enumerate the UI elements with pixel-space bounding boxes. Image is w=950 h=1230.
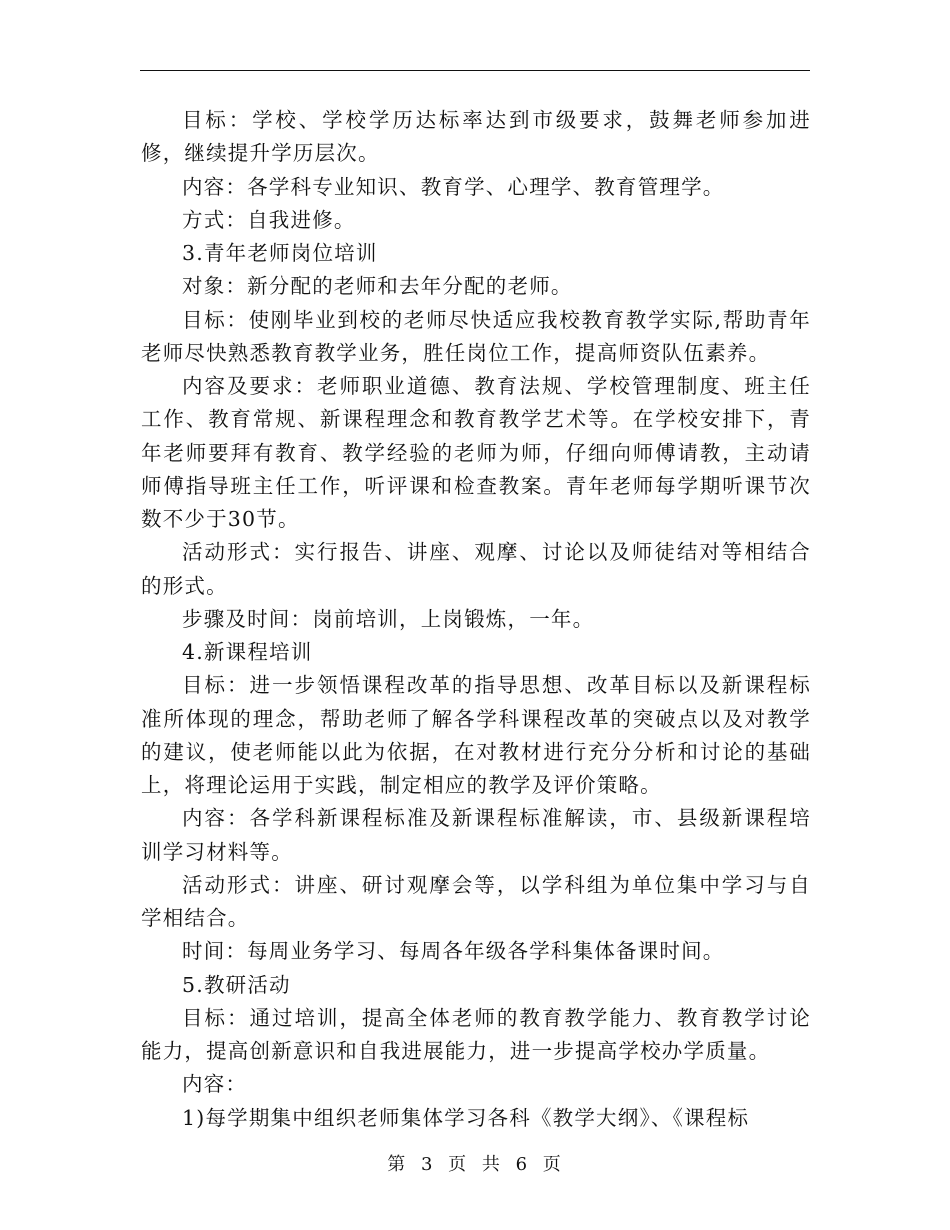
list-item: 1)每学期集中组织老师集体学习各科《教学大纲》、《课程标 <box>182 1105 750 1130</box>
paragraph: 目标：学校、学校学历达标率达到市级要求，鼓舞老师参加进修，继续提升学历层次。 <box>141 108 811 166</box>
paragraph: 活动形式：讲座、研讨观摩会等，以学科组为单位集中学习与自学相结合。 <box>141 872 811 930</box>
paragraph: 目标：通过培训，提高全体老师的教育教学能力、教育教学讨论能力，提高创新意识和自我进展能力，进一步提高学校办学质量。 <box>141 1005 811 1063</box>
paragraph: 活动形式：实行报告、讲座、观摩、讨论以及师徒结对等相结合的形式。 <box>141 540 811 598</box>
paragraph: 内容：各学科专业知识、教育学、心理学、教育管理学。 <box>182 174 725 199</box>
page-number: 第 3 页 共 6 页 <box>387 1154 563 1175</box>
paragraph: 内容：各学科新课程标准及新课程标准解读，市、县级新课程培训学习材料等。 <box>141 806 811 864</box>
paragraph: 时间：每周业务学习、每周各年级各学科集体备课时间。 <box>182 939 725 964</box>
paragraph: 内容： <box>182 1072 248 1097</box>
section-heading: 5.教研活动 <box>182 972 291 997</box>
header-rule <box>140 70 810 71</box>
paragraph: 内容及要求：老师职业道德、教育法规、学校管理制度、班主任工作、教育常规、新课程理念和教育教学艺术等。在学校安排下，青年老师要拜有教育、教学经验的老师为师，仔细向师傅请教，主动请师傅指导班主任工作，听评课和检查教案。青年老师每学期听课节次数不少于30节。 <box>141 374 811 531</box>
paragraph: 目标：进一步领悟课程改革的指导思想、改革目标以及新课程标准所体现的理念，帮助老师了解各学科课程改革的突破点以及对教学的建议，使老师能以此为依据，在对教材进行充分分析和讨论的基础上，将理论运用于实践，制定相应的教学及评价策略。 <box>141 673 811 797</box>
section-heading: 3.青年老师岗位培训 <box>182 241 378 265</box>
paragraph: 目标：使刚毕业到校的老师尽快适应我校教育教学实际,帮助青年老师尽快熟悉教育教学业务，胜任岗位工作，提高师资队伍素养。 <box>141 307 811 365</box>
section-heading: 4.新课程培训 <box>182 640 313 664</box>
paragraph: 对象：新分配的老师和去年分配的老师。 <box>182 274 573 299</box>
document-body <box>141 104 811 1135</box>
paragraph: 方式：自我进修。 <box>182 207 356 232</box>
paragraph: 步骤及时间：岗前培训，上岗锻炼，一年。 <box>182 606 595 631</box>
